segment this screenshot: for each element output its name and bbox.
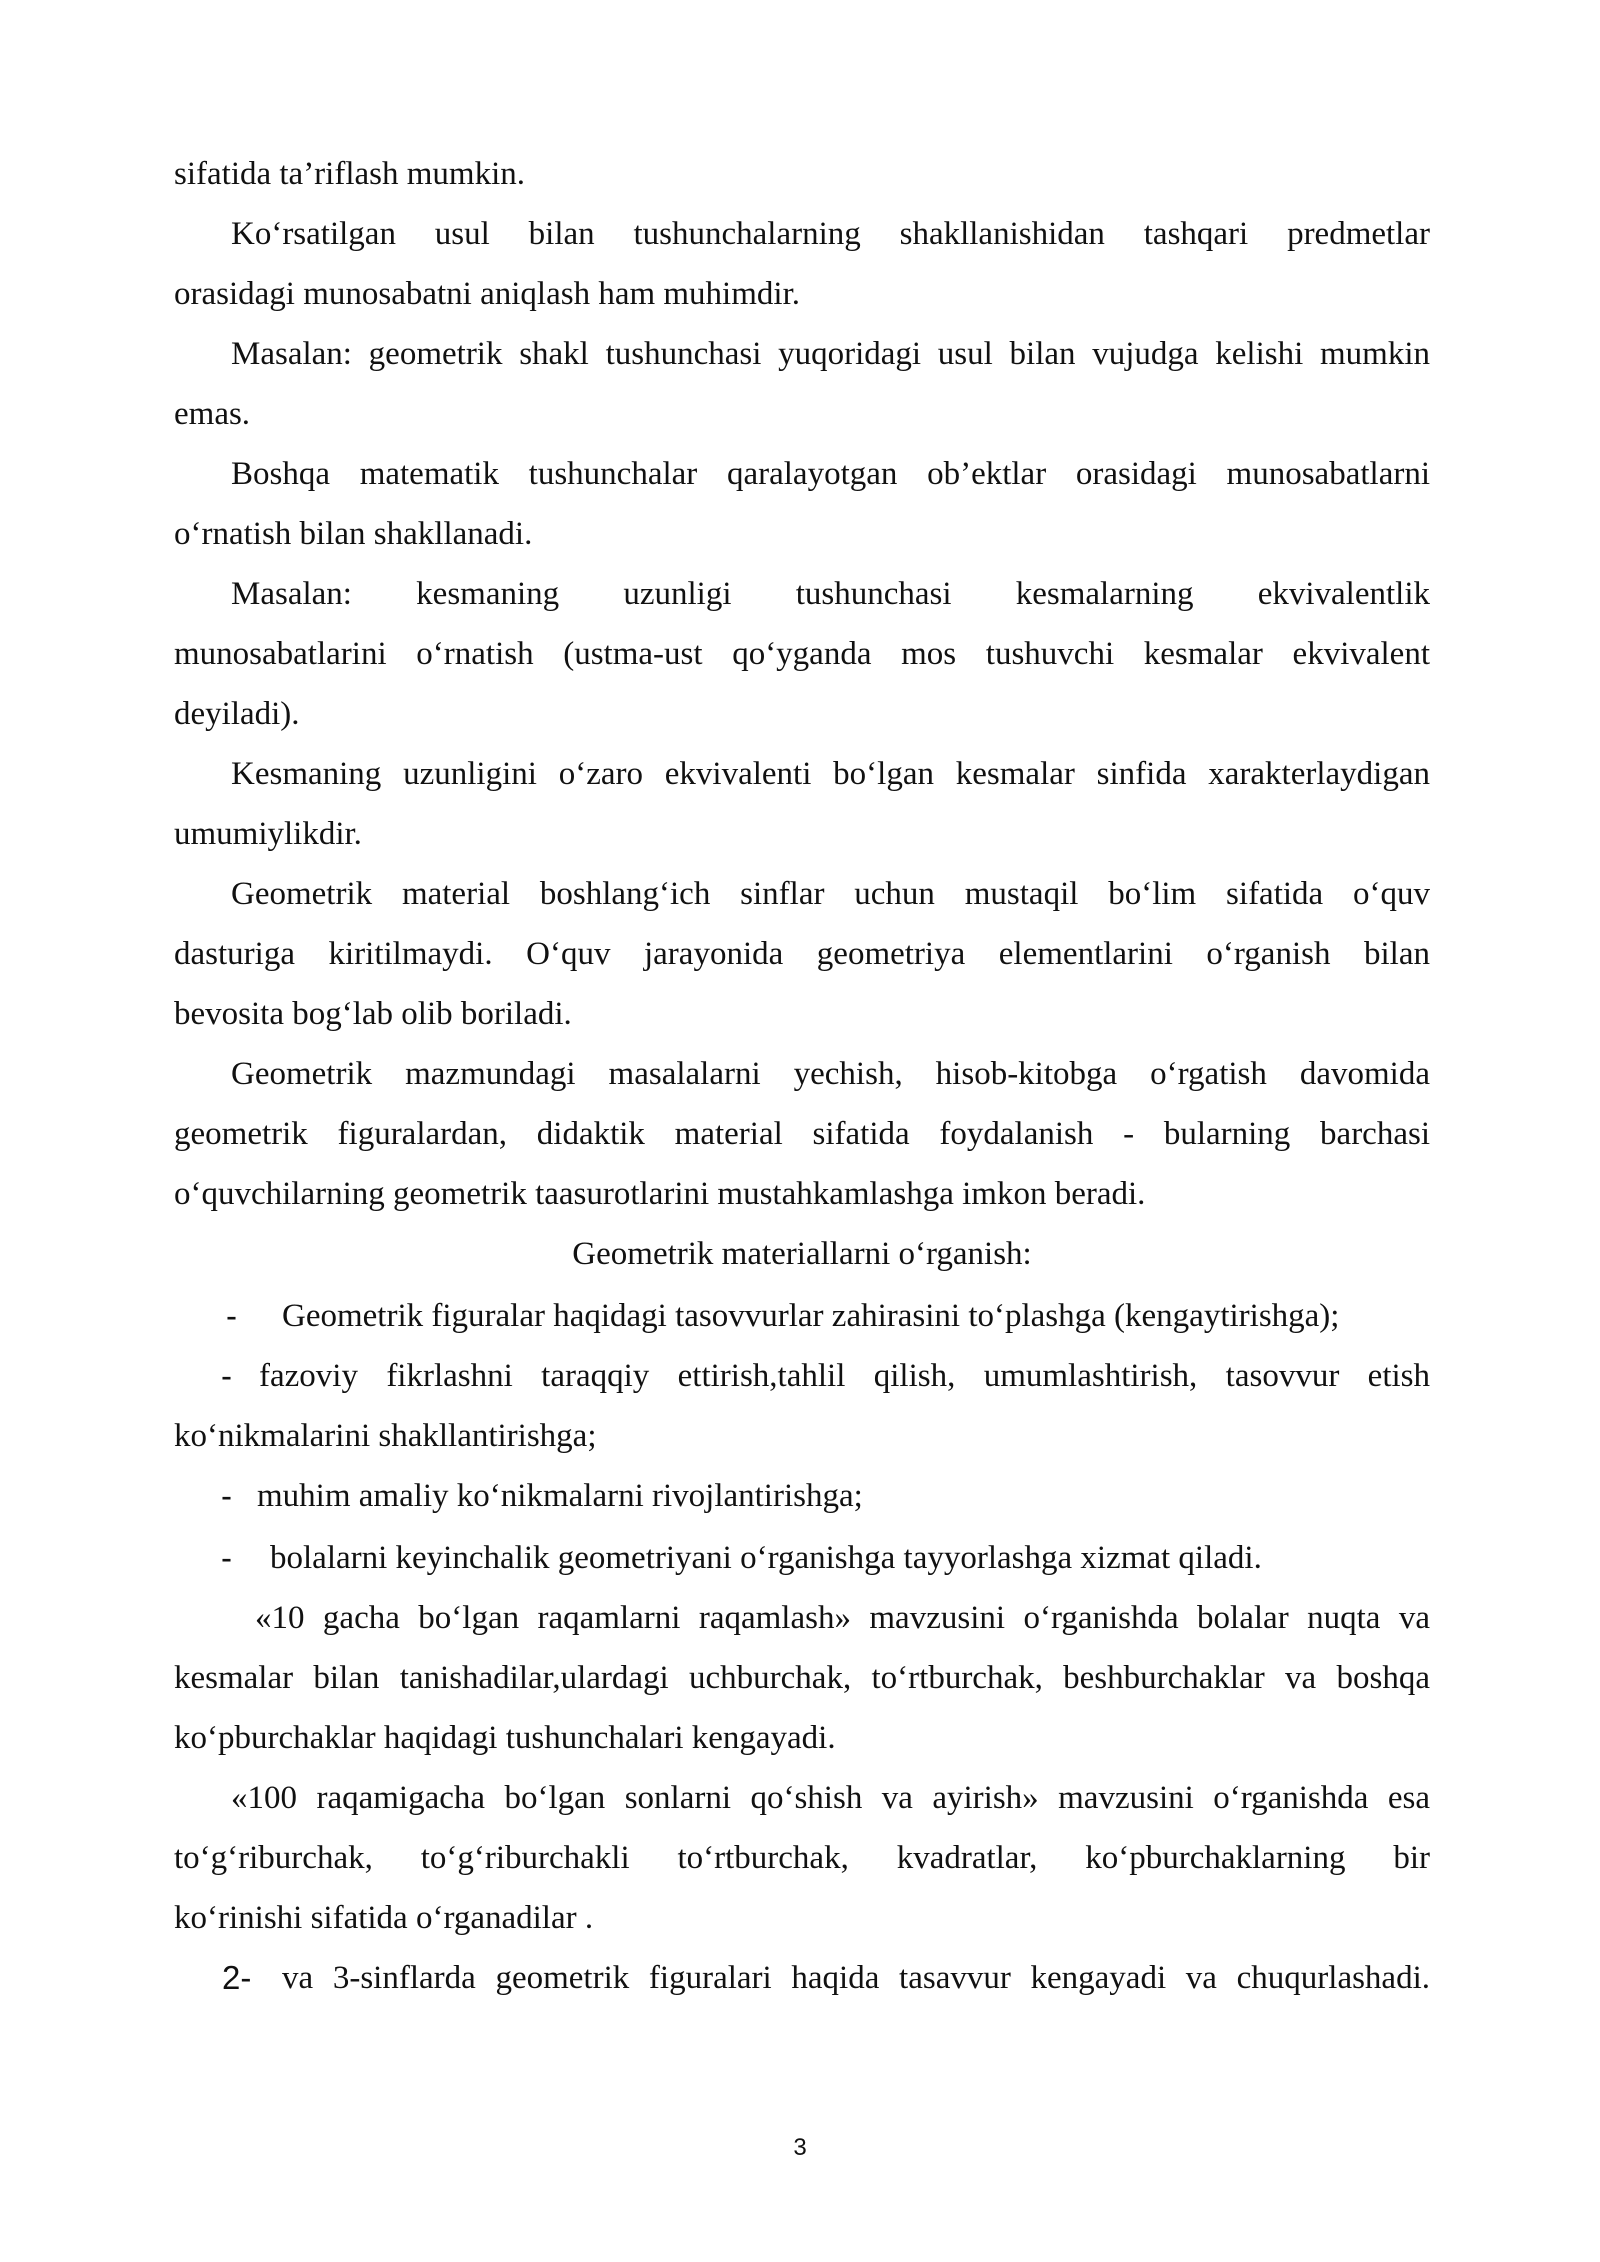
page-number: 3 — [793, 2134, 807, 2161]
text-line: to‘g‘riburchak, to‘g‘riburchakli to‘rtburchak, kvadratlar, ko‘pburchaklarning bir — [174, 1840, 1430, 1876]
list-item: muhim amaliy ko‘nikmalarni rivojlantirishga; — [257, 1478, 863, 1514]
paragraph-first-line: Masalan: kesmaning uzunligi tushunchasi kesmalarning ekvivalentlik — [231, 576, 1430, 612]
paragraph-first-line: Kesmaning uzunligini o‘zaro ekvivalenti bo‘lgan kesmalar sinfida xarakterlaydigan — [231, 756, 1430, 792]
text-line: ko‘pburchaklar haqidagi tushunchalari kengayadi. — [174, 1720, 836, 1756]
text-line: umumiylikdir. — [174, 816, 362, 852]
list-item: Geometrik figuralar haqidagi tasovvurlar zahirasini to‘plashga (kengaytirishga); — [282, 1298, 1340, 1334]
paragraph-first-line: Geometrik mazmundagi masalalarni yechish, hisob-kitobga o‘rgatish davomida — [231, 1056, 1430, 1092]
paragraph-first-line: Boshqa matematik tushunchalar qaralayotgan ob’ektlar orasidagi munosabatlarni — [231, 456, 1430, 492]
text-line: ko‘rinishi sifatida o‘rganadilar . — [174, 1900, 594, 1936]
text-line: geometrik figuralardan, didaktik material sifatida foydalanish - bularning barchasi — [174, 1116, 1430, 1152]
text-line: kesmalar bilan tanishadilar,ulardagi uchburchak, to‘rtburchak, beshburchaklar va boshqa — [174, 1660, 1430, 1696]
list-item: fazoviy fikrlashni taraqqiy ettirish,tahlil qilish, umumlashtirish, tasovvur etish — [259, 1358, 1430, 1394]
text-line: o‘rnatish bilan shakllanadi. — [174, 516, 533, 552]
paragraph-first-line: «100 raqamigacha bo‘lgan sonlarni qo‘shish va ayirish» mavzusini o‘rganishda esa — [231, 1780, 1430, 1816]
list-item: va 3-sinflarda geometrik figuralari haqida tasavvur kengayadi va chuqurlashadi. — [282, 1960, 1430, 1996]
list-dash: - — [226, 1297, 237, 1334]
text-line: o‘quvchilarning geometrik taasurotlarini mustahkamlashga imkon beradi. — [174, 1176, 1146, 1212]
text-line: dasturiga kiritilmaydi. O‘quv jarayonida geometriya elementlarini o‘rganish bilan — [174, 936, 1430, 972]
list-dash: - — [221, 1477, 232, 1514]
text-line: sifatida ta’riflash mumkin. — [174, 156, 525, 192]
text-line: deyiladi). — [174, 696, 300, 732]
text-line: munosabatlarini o‘rnatish (ustma-ust qo‘yganda mos tushuvchi kesmalar ekvivalent — [174, 636, 1430, 672]
paragraph-first-line: Ko‘rsatilgan usul bilan tushunchalarning shakllanishidan tashqari predmetlar — [231, 216, 1430, 252]
text-line: orasidagi munosabatni aniqlash ham muhimdir. — [174, 276, 800, 312]
paragraph-first-line: Masalan: geometrik shakl tushunchasi yuqoridagi usul bilan vujudga kelishi mumkin — [231, 336, 1430, 372]
text-line: bevosita bog‘lab olib boriladi. — [174, 996, 572, 1032]
text-line: ko‘nikmalarini shakllantirishga; — [174, 1418, 597, 1454]
list-dash: - — [221, 1539, 232, 1576]
list-number: 2- — [222, 1959, 252, 1996]
paragraph-first-line: Geometrik material boshlang‘ich sinflar uchun mustaqil bo‘lim sifatida o‘quv — [231, 876, 1430, 912]
list-dash: - — [221, 1357, 232, 1394]
list-item: bolalarni keyinchalik geometriyani o‘rganishga tayyorlashga xizmat qiladi. — [270, 1540, 1262, 1576]
text-line: emas. — [174, 396, 251, 432]
section-heading: Geometrik materiallarni o‘rganish: — [572, 1236, 1032, 1272]
paragraph-first-line: «10 gacha bo‘lgan raqamlarni raqamlash» mavzusini o‘rganishda bolalar nuqta va — [255, 1600, 1430, 1636]
